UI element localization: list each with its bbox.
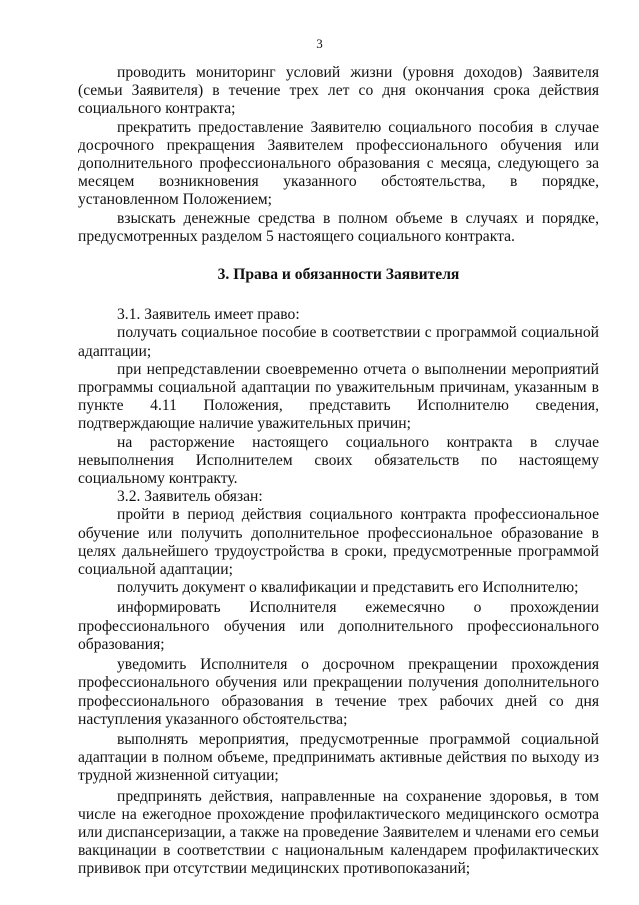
duty-item-health: предпринять действия, направленные на сохранение здоровья, в том числе на ежегодное прохождение профилактического медицинского осмотра или диспансеризации, а также на проведение Заявителем и членами его семьи вакцинации в соответствии с национальным календарем профилактических прививок при отсутствии медицинских противопоказаний; — [78, 787, 599, 878]
right-item-report: при непредставлении своевременно отчета о выполнении мероприятий программы социальной адаптации по уважительным причинам, указанным в пункте 4.11 Положения, представить Исполнителю сведения, подтверждающие наличие уважительных причин; — [78, 360, 599, 433]
rights-heading: 3.1. Заявитель имеет право: — [117, 306, 300, 324]
paragraph-monitoring: проводить мониторинг условий жизни (уровня доходов) Заявителя (семьи Заявителя) в течение трех лет со дня окончания срока действия социального контракта; — [78, 64, 599, 118]
duties-heading: 3.2. Заявитель обязан: — [117, 488, 263, 506]
document-body — [78, 64, 599, 879]
paragraph-terminate-benefit: прекратить предоставление Заявителю социального пособия в случае досрочного прекращения Заявителем профессионального обучения или дополнительного профессионального образования с месяца, следующего за месяцем возникновения указанного обстоятельства, в порядке, установленном Положением; — [78, 118, 599, 209]
duty-item-notify: уведомить Исполнителя о досрочном прекращении прохождения профессионального обучения или прекращении получения дополнительного профессионального образования в течение трех рабочих дней со дня наступления указанного обстоятельства; — [78, 656, 599, 728]
duty-item-inform: информировать Исполнителя ежемесячно о прохождении профессионального обучения или дополнительного профессионального образования; — [78, 599, 599, 653]
paragraph-recover-funds: взыскать денежные средства в полном объеме в случаях и порядке, предусмотренных разделом 5 настоящего социального контракта. — [78, 209, 599, 245]
right-item-benefit: получать социальное пособие в соответствии с программой социальной адаптации; — [78, 324, 599, 360]
duty-item-measures: выполнять мероприятия, предусмотренные программой социальной адаптации в полном объеме, предпринимать активные действия по выходу из трудной жизненной ситуации; — [78, 730, 599, 785]
page-number: 3 — [316, 36, 323, 51]
section-title: 3. Права и обязанности Заявителя — [217, 266, 460, 284]
duty-item-certificate: получить документ о квалификации и представить его Исполнителю; — [117, 579, 579, 597]
duty-item-training: пройти в период действия социального контракта профессиональное обучение или получить дополнительное профессиональное образование в целях дальнейшего трудоустройства в сроки, предусмотренные программой социальной адаптации; — [78, 506, 599, 579]
right-item-termination: на расторжение настоящего социального контракта в случае невыполнения Исполнителем своих обязательств по настоящему социальному контракту. — [78, 433, 599, 488]
